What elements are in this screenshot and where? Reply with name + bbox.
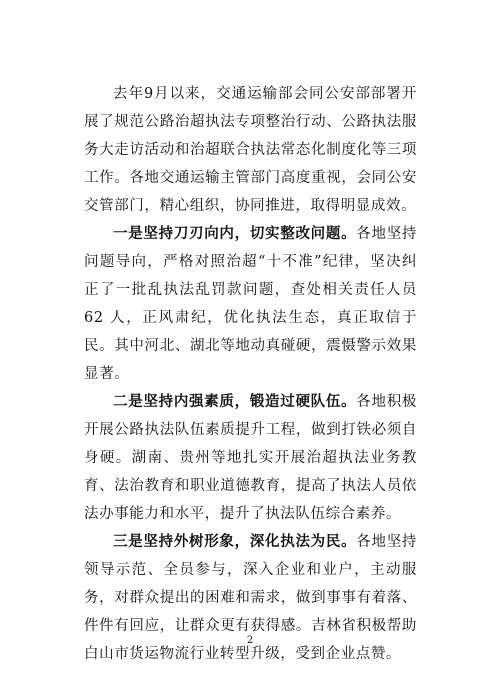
paragraph-lead: 二是坚持内强素质，锻造过硬队伍。 — [113, 394, 357, 410]
paragraph-text: 各地坚持领导示范、全员参与，深入企业和业户，主动服务，对群众提出的困难和需求，做到事事有着落、件件有回应，让群众更有获得感。吉林省积极帮助白山市货运物流行业转型升级，受到企业点赞。 — [84, 534, 417, 662]
page-number: 2 — [246, 635, 254, 646]
paragraph-text: 去年9月以来，交通运输部会同公安部部署开展了规范公路治超执法专项整治行动、公路执法服务大走访活动和治超联合执法常态化制度化等三项工作。各地交通运输主管部门高度重视，会同公安交管部门，精心组织，协同推进，取得明显成效。 — [84, 86, 417, 214]
paragraph-point-one — [84, 220, 417, 388]
paragraph-point-two — [84, 388, 417, 528]
paragraph-text: 各地坚持问题导向，严格对照治超“十不准”纪律，坚决纠正了一批乱执法乱罚款问题，查处相关责任人员 62 人，正风肃纪，优化执法生态，真正取信于民。其中河北、湖北等地动真碰硬，震慑警示效果显著。 — [84, 226, 417, 382]
paragraph-lead: 一是坚持刀刃向内，切实整改问题。 — [113, 226, 357, 242]
document-body — [84, 80, 417, 668]
paragraph-text: 各地积极开展公路执法队伍素质提升工程，做到打铁必须自身硬。湖南、贵州等地扎实开展治超执法业务教育、法治教育和职业道德教育，提高了执法人员依法办事能力和水平，提升了执法队伍综合素养。 — [84, 394, 417, 522]
paragraph-intro — [84, 80, 417, 220]
paragraph-point-three — [84, 528, 417, 668]
paragraph-lead: 三是坚持外树形象，深化执法为民。 — [113, 534, 357, 550]
